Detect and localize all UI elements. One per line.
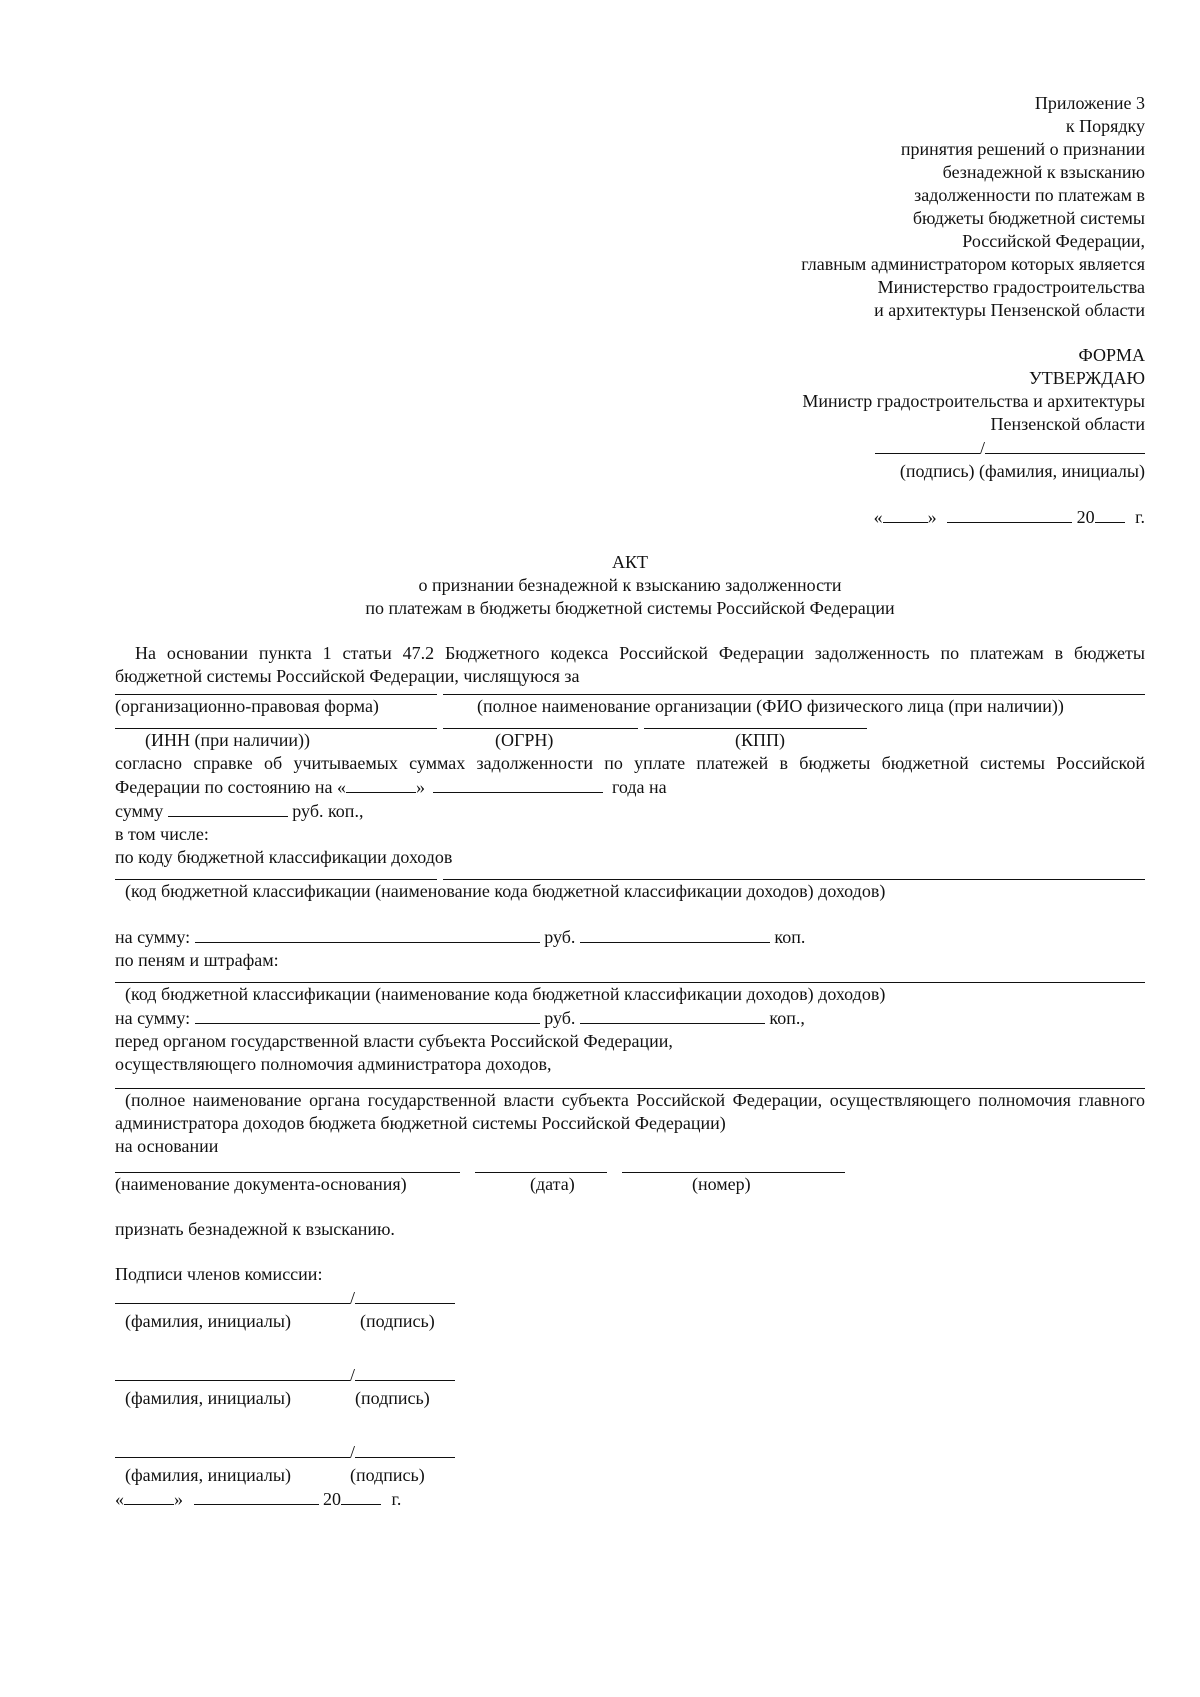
org-name-caption: (полное наименование организации (ФИО физического лица (при наличии)): [477, 696, 1064, 716]
by-code-line: по коду бюджетной классификации доходов: [115, 847, 453, 867]
approver-region: Пензенской области: [990, 414, 1145, 434]
commission-signature-line[interactable]: /: [115, 1286, 1145, 1310]
recognize-line: признать безнадежной к взысканию.: [115, 1219, 395, 1239]
statement-day-field[interactable]: [346, 775, 416, 793]
organ-caption: (полное наименование органа государственной власти субъекта Российской Федерации, осуществляющего полномочия главного администратора доходов бюджета бюджетной системы Российской Федерации): [115, 1090, 1145, 1133]
form-label: ФОРМА: [1078, 345, 1145, 365]
act-title: [115, 551, 1145, 620]
code-sum-line: на сумму: руб. коп.: [115, 927, 806, 947]
approver-signature-line[interactable]: /: [115, 436, 1145, 460]
commission-signature-line[interactable]: /: [115, 1363, 1145, 1387]
basis-document-caption: (наименование документа-основания): [115, 1174, 407, 1194]
ids-caption: [115, 729, 1145, 752]
code-sum-rub-field[interactable]: [195, 925, 540, 943]
exercising-line: осуществляющего полномочия администратора доходов,: [115, 1054, 552, 1074]
act-title-line: о признании безнадежной к взысканию задолженности: [418, 575, 842, 595]
commission-signature-caption: (фамилия, инициалы) (подпись): [125, 1465, 425, 1485]
approve-label: УТВЕРЖДАЮ: [1028, 368, 1145, 388]
penalty-sum-line: на сумму: руб. коп.,: [115, 1008, 805, 1028]
appendix-line: Министерство градостроительства: [877, 277, 1145, 297]
including-line: в том числе:: [115, 824, 209, 844]
basis-caption: [115, 1173, 1145, 1196]
document-page: [115, 92, 1145, 1511]
code-sum-kop-field[interactable]: [580, 925, 770, 943]
appendix-line: задолженности по платежам в: [914, 185, 1145, 205]
approval-block: [115, 344, 1145, 529]
inn-caption: (ИНН (при наличии)): [145, 730, 310, 750]
appendix-line: и архитектуры Пензенской области: [874, 300, 1145, 320]
penalty-code-name-field[interactable]: [869, 982, 1145, 983]
commission-signature-caption: (фамилия, инициалы) (подпись): [125, 1388, 430, 1408]
approver-signature-caption: (подпись) (фамилия, инициалы): [899, 461, 1145, 481]
appendix-line: Российской Федерации,: [962, 231, 1145, 251]
approval-date-line[interactable]: « » 20 г.: [873, 507, 1145, 527]
act-title-main: АКТ: [612, 552, 648, 572]
appendix-line: к Порядку: [1065, 116, 1145, 136]
penalty-code-caption: (код бюджетной классификации (наименование кода бюджетной классификации доходов) доходов): [125, 984, 886, 1004]
appendix-line: главным администратором которых является: [801, 254, 1145, 274]
intro-paragraph: На основании пункта 1 статьи 47.2 Бюджетного кодекса Российской Федерации задолженность по платежам в бюджеты бюджетной системы Российской Федерации, числящуюся за: [115, 643, 1145, 686]
commission-signature: [115, 1363, 1145, 1410]
kpp-caption: (КПП): [735, 730, 785, 750]
appendix-line: принятия решений о признании: [900, 139, 1145, 159]
commission-signature: [115, 1440, 1145, 1487]
penalties-line: по пеням и штрафам:: [115, 950, 279, 970]
appendix-block: [115, 92, 1145, 322]
commission-date-line[interactable]: « » 20 г.: [115, 1489, 402, 1509]
sum-line: сумму руб. коп.,: [115, 801, 364, 821]
appendix-line: Приложение 3: [1034, 93, 1145, 113]
commission-signature-caption: (фамилия, инициалы) (подпись): [125, 1311, 435, 1331]
act-title-line: по платежам в бюджеты бюджетной системы Российской Федерации: [365, 598, 895, 618]
basis-number-caption: (номер): [692, 1174, 751, 1194]
penalty-sum-kop-field[interactable]: [580, 1006, 765, 1024]
appendix-line: бюджеты бюджетной системы: [912, 208, 1145, 228]
commission-signature: [115, 1286, 1145, 1333]
signatures-heading: Подписи членов комиссии:: [115, 1264, 323, 1284]
approver-position: Министр градостроительства и архитектуры: [802, 391, 1145, 411]
code-caption: (код бюджетной классификации (наименование кода бюджетной классификации доходов) доходов): [125, 881, 886, 901]
commission-signature-line[interactable]: /: [115, 1440, 1145, 1464]
basis-date-caption: (дата): [530, 1174, 575, 1194]
before-organ-line: перед органом государственной власти субъекта Российской Федерации,: [115, 1031, 673, 1051]
penalty-sum-rub-field[interactable]: [195, 1006, 540, 1024]
statement-month-field[interactable]: [433, 775, 603, 793]
org-form-caption: (организационно-правовая форма): [115, 696, 379, 716]
total-sum-field[interactable]: [168, 799, 288, 817]
org-fields-caption: [115, 695, 1145, 718]
according-paragraph: согласно справке об учитываемых суммах задолженности по уплате платежей в бюджеты бюджетной системы Российской Федерации по состоянию на « » года на: [115, 753, 1145, 797]
appendix-line: безнадежной к взысканию: [942, 162, 1145, 182]
on-basis-line: на основании: [115, 1136, 219, 1156]
ogrn-caption: (ОГРН): [495, 730, 554, 750]
